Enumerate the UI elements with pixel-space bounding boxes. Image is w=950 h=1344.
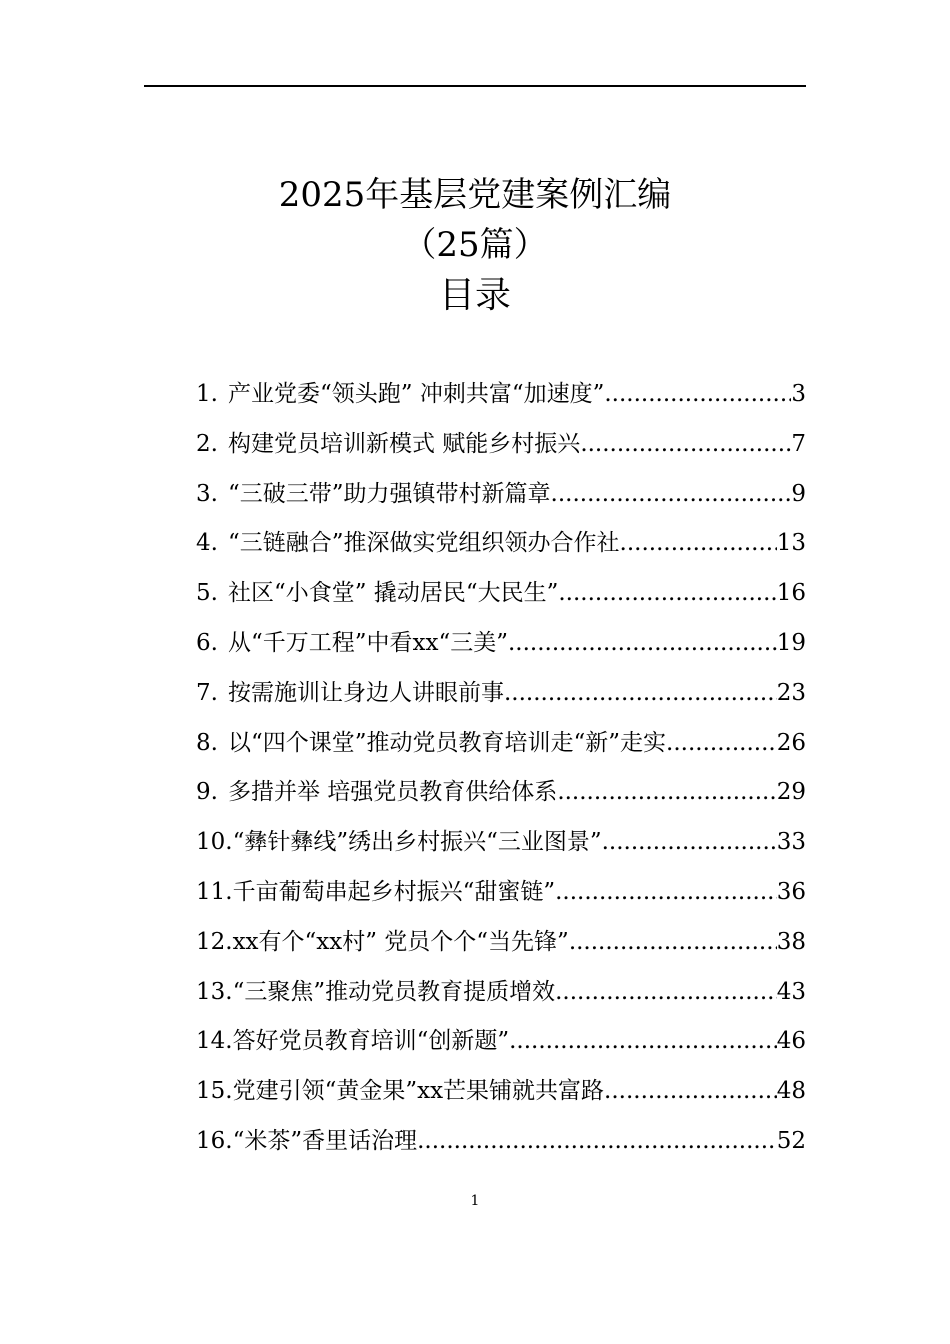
toc-leader-dots [555, 968, 777, 1018]
toc-entry-page: 16 [776, 580, 806, 607]
toc-entry-number: 10. [196, 829, 233, 856]
toc-entry[interactable] [196, 370, 806, 420]
toc-entry[interactable] [196, 1117, 806, 1167]
toc-entry-number: 4. [196, 530, 218, 557]
toc-entry-title: 答好党员教育培训“创新题” [232, 1028, 510, 1055]
toc-entry-number: 6. [196, 629, 218, 656]
document-title: 2025年基层党建案例汇编 [278, 175, 672, 215]
toc-entry-page: 3 [791, 381, 806, 407]
toc-entry[interactable] [196, 669, 806, 719]
toc-entry-page: 52 [776, 1127, 806, 1154]
toc-leader-dots [620, 519, 777, 569]
toc-entry-number: 8. [196, 729, 218, 756]
toc-entry-page: 26 [776, 729, 806, 756]
toc-leader-dots [558, 569, 776, 619]
toc-entry-page: 13 [776, 530, 806, 557]
toc-entry-page: 9 [791, 480, 806, 507]
toc-leader-dots [666, 719, 777, 769]
toc-entry-title: “三破三带”助力强镇带村新篇章 [228, 480, 551, 507]
toc-leader-dots [509, 1017, 777, 1067]
toc-entry[interactable] [196, 968, 806, 1018]
toc-entry-title: 构建党员培训新模式 赋能乡村振兴 [228, 430, 581, 457]
toc-entry-page: 29 [776, 779, 806, 806]
toc-leader-dots [551, 470, 792, 520]
toc-leader-dots [555, 868, 777, 918]
toc-entry-page: 7 [791, 430, 806, 457]
toc-entry[interactable] [196, 1067, 806, 1117]
toc-entry-title: 社区“小食堂” 撬动居民“大民生” [228, 580, 559, 607]
toc-entry-number: 1. [196, 381, 218, 407]
toc-entry-page: 33 [776, 829, 806, 856]
toc-entry-title: “三链融合”推深做实党组织领办合作社 [228, 530, 620, 557]
toc-entry-title: “米茶”香里话治理 [232, 1127, 418, 1154]
toc-entry-page: 43 [776, 978, 806, 1005]
toc-entry-page: 36 [776, 878, 806, 905]
toc-leader-dots [504, 669, 777, 719]
toc-leader-dots [604, 1067, 777, 1117]
toc-leader-dots [557, 768, 776, 818]
toc-entry-title: “三聚焦”推动党员教育提质增效 [232, 978, 556, 1005]
toc-leader-dots [417, 1117, 777, 1167]
table-of-contents [196, 370, 806, 1167]
toc-entry[interactable] [196, 1017, 806, 1067]
toc-entry[interactable] [196, 420, 806, 470]
toc-entry-number: 14. [196, 1028, 233, 1055]
header-rule [144, 85, 806, 87]
toc-entry-title: 产业党委“领头跑” 冲刺共富“加速度” [228, 381, 605, 407]
toc-entry[interactable] [196, 868, 806, 918]
toc-entry[interactable] [196, 768, 806, 818]
toc-entry-number: 2. [196, 430, 218, 457]
toc-entry-page: 48 [776, 1078, 806, 1105]
toc-entry-title: xx有个“xx村” 党员个个“当先锋” [232, 928, 569, 955]
toc-entry[interactable] [196, 918, 806, 968]
toc-leader-dots [602, 818, 777, 868]
toc-entry-number: 15. [196, 1078, 233, 1105]
toc-entry-title: 以“四个课堂”推动党员教育培训走“新”走实 [228, 729, 667, 756]
toc-leader-dots [604, 370, 791, 420]
document-subtitle: （25篇） [402, 225, 548, 265]
toc-entry[interactable] [196, 818, 806, 868]
toc-entry-page: 19 [776, 629, 806, 656]
toc-entry-page: 38 [776, 928, 806, 955]
toc-entry-number: 3. [196, 480, 218, 507]
toc-entry-number: 7. [196, 679, 218, 706]
toc-entry-title: “彝针彝线”绣出乡村振兴“三业图景” [232, 829, 602, 856]
toc-leader-dots [508, 619, 777, 669]
toc-entry[interactable] [196, 619, 806, 669]
page-number: 1 [470, 1193, 480, 1209]
toc-entry[interactable] [196, 470, 806, 520]
toc-heading: 目录 [438, 275, 511, 316]
toc-entry[interactable] [196, 719, 806, 769]
toc-entry-number: 11. [196, 878, 233, 905]
toc-entry[interactable] [196, 519, 806, 569]
toc-entry-title: 从“千万工程”中看xx“三美” [228, 629, 508, 656]
toc-leader-dots [580, 420, 791, 470]
toc-entry-title: 千亩葡萄串起乡村振兴“甜蜜链” [232, 878, 556, 905]
toc-entry-title: 党建引领“黄金果”xx芒果铺就共富路 [232, 1078, 605, 1105]
toc-entry-number: 13. [196, 978, 233, 1005]
toc-entry-page: 46 [776, 1028, 806, 1055]
toc-entry-title: 按需施训让身边人讲眼前事 [228, 679, 504, 706]
toc-entry-number: 9. [196, 779, 218, 806]
toc-entry-number: 12. [196, 928, 233, 955]
toc-entry-title: 多措并举 培强党员教育供给体系 [228, 779, 558, 806]
toc-entry-page: 23 [776, 679, 806, 706]
toc-leader-dots [569, 918, 777, 968]
toc-entry-number: 5. [196, 580, 218, 607]
toc-entry[interactable] [196, 569, 806, 619]
toc-entry-number: 16. [196, 1127, 233, 1154]
